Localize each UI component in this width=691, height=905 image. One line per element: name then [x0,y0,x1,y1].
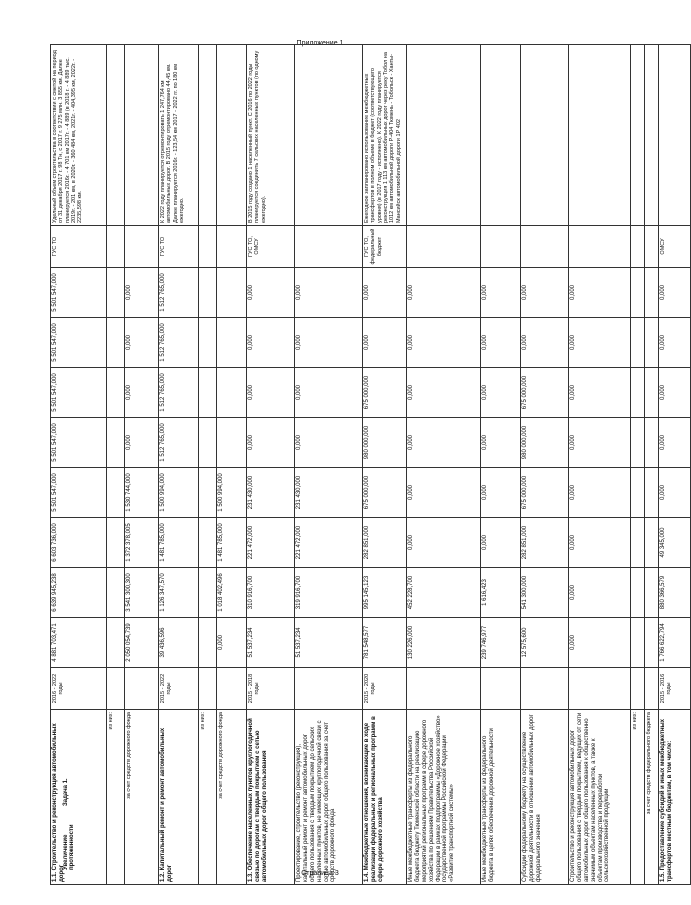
table-row [363,45,407,885]
side-label: Увеличение протяженности [63,824,75,870]
table-row [107,45,125,885]
row-value: 0,000 [569,368,631,418]
row-period [217,668,247,710]
row-value: 5 501 547,000 [51,468,107,518]
row-period: 2015 - 2022 годы [159,668,199,710]
row-value [645,468,659,518]
row-value: 0,000 [481,518,521,568]
row-value: 0,000 [521,318,569,368]
row-value [199,368,217,418]
table-row [521,45,569,885]
row-period: 2015 - 2016 годы [659,668,691,710]
row-value [199,318,217,368]
row-value [631,468,645,518]
row-value [199,418,217,468]
row-executor: ГУС ТО, ОМСУ [247,226,295,268]
table-row [51,45,107,885]
row-value: 0,000 [407,468,481,518]
row-executor [199,226,217,268]
row-value: 51 537,234 [247,618,295,668]
task-label: Задача 1. [63,778,69,806]
row-executor [407,226,481,268]
row-period [107,668,125,710]
row-label: из них: [631,710,645,885]
row-value: 231 430,000 [295,468,363,518]
row-note [645,45,659,226]
row-value [107,518,125,568]
row-value: 3 541 300,300 [125,568,159,618]
row-executor [569,226,631,268]
row-value: 0,000 [481,418,521,468]
row-value: 282 851,000 [363,518,407,568]
row-value: 0,000 [569,418,631,468]
row-value [631,318,645,368]
row-value: 0,000 [247,268,295,318]
row-label: 1.5. Предоставление субсидий и иных межбюджетных трансфертов местным бюджетам, в том числе: [659,710,691,885]
page-footer: Страница 3 [301,870,339,877]
row-executor [217,226,247,268]
row-value [645,568,659,618]
row-label: Проектирование, строительство (реконструкция), капитальный ремонт и ремонт автомобильных дорог общего пользования с твердым покрытием до сельских населенных пунктов, не имеющих круглогодичной связи с сетью автомобильных дорог общего пользования за счет средств дорожного фонда [295,710,363,885]
row-value [631,568,645,618]
row-executor [521,226,569,268]
row-value: 0,000 [659,368,691,418]
row-value: 1 616,423 [481,568,521,618]
row-value: 0,000 [295,368,363,418]
row-value: 980 000,000 [521,418,569,468]
row-value: 0,000 [569,618,631,668]
row-period [521,668,569,710]
row-value [631,268,645,318]
row-value: 995 145,123 [363,568,407,618]
row-value: 0,000 [407,518,481,568]
row-value: 0,000 [295,418,363,468]
row-note: В 2015 году создано 1 населенный пункт. С 2016 по 2022 годы планируется соединить 7 сельских населенных пунктов (по одному ежегодно). [247,45,295,226]
row-value: 0,000 [569,318,631,368]
row-value: 221 472,000 [247,518,295,568]
row-value: 675 000,000 [363,468,407,518]
row-value: 0,000 [569,468,631,518]
row-label: за счет средств дорожного фонда [125,710,159,885]
row-executor [295,226,363,268]
row-value: 1 512 765,000 [159,418,199,468]
row-value: 675 000,000 [363,368,407,418]
row-value: 0,000 [659,268,691,318]
row-value [631,368,645,418]
row-label: за счет средств дорожного фонда [217,710,247,885]
row-value: 0,000 [125,318,159,368]
row-value: 2 050 054,739 [125,618,159,668]
row-value [199,468,217,518]
row-value [645,618,659,668]
row-period [295,668,363,710]
row-value [107,318,125,368]
row-note [295,45,363,226]
row-value: 0,000 [295,268,363,318]
row-value [645,518,659,568]
row-value: 1 512 765,000 [159,368,199,418]
row-value: 0,000 [481,268,521,318]
row-value: 221 472,000 [295,518,363,568]
table-row [569,45,631,885]
row-value: 0,000 [363,318,407,368]
row-period: 2015 - 2018 годы [247,668,295,710]
row-value: 0,000 [569,518,631,568]
row-label: 1.4. Межбюджетные отношения, возникающие в ходе реализации федеральных и региональных программ в сфере дорожного хозяйства [363,710,407,885]
row-period [407,668,481,710]
row-value: 5 501 547,000 [51,268,107,318]
row-note: К 2022 году планируется отремонтировать 1 247,764 км автомобильных дорог. В 2015 году отремонтировано 44,45 км. Далее планируется 2016г. - 123,54 км 2017 - 2022 гг. по 180 км ежегодно. [159,45,199,226]
row-value [645,268,659,318]
row-note [631,45,645,226]
row-label: Субсидии федеральному бюджету на осуществление дорожной деятельности в отношении автомобильных дорог федерального значения [521,710,569,885]
row-value: 0,000 [659,418,691,468]
row-value [645,418,659,468]
row-value: 1 500 994,000 [159,468,199,518]
table-row [631,45,645,885]
row-period [125,668,159,710]
row-value: 0,000 [659,318,691,368]
row-label: Строительство и реконструкция автомобильных дорог общего пользования с твердым покрытием, ведущих от сети автомобильных дорог общего пользования к общественно значимым объектам населенных пунктов, а также к объектам производства и переработки сельскохозяйственной продукции [569,710,631,885]
row-period [481,668,521,710]
row-note: Удельный объем строительства в соответствии с сметой на период от 31 декабря 2017 г. 98 Тн, с 2017 г. 9 275 млн. 3 855 км. Далее планируется 2016г. - 4 701 км 2017г. - 4 889 (в 2018 г. - 4 889 тыс. 2019г. - 201 км, в 2020г. - 360 484 км, 2021г. - 404,395 км, 2022г. - 2235,598 км. [51,45,107,226]
row-executor [125,226,159,268]
row-value: 880 366,579 [659,568,691,618]
row-executor: ГУС ТО [159,226,199,268]
row-value: 0,000 [481,318,521,368]
row-value [107,368,125,418]
row-value: 4 881 703,471 [51,618,107,668]
row-value: 0,000 [569,268,631,318]
row-value: 0,000 [407,268,481,318]
table-row [199,45,217,885]
row-value: 6 603 736,000 [51,518,107,568]
row-period [645,668,659,710]
row-label: за счет средств федерального бюджета [645,710,659,885]
row-value: 1 481 785,000 [159,518,199,568]
row-note [569,45,631,226]
row-value [631,618,645,668]
row-label: Иные межбюджетные трансферты из федерального бюджета бюджету Тюменской области на реализацию мероприятий региональных программ в сфере дорожного хозяйства по решениям Правительства Российской Федерации в рамках подпрограммы «Дорожное хозяйство» государственной программы Российской Федерации «Развитие транспортной системы» [407,710,481,885]
row-value: 0,000 [247,318,295,368]
table-row [645,45,659,885]
row-value: 5 501 547,000 [51,418,107,468]
row-value: 310 916,700 [247,568,295,618]
row-executor [107,226,125,268]
row-value: 675 000,000 [521,468,569,518]
row-value: 0,000 [481,468,521,518]
row-value: 0,000 [125,418,159,468]
row-value: 980 000,000 [363,418,407,468]
row-note [107,45,125,226]
table-row [407,45,481,885]
row-value: 0,000 [217,618,247,668]
row-note [407,45,481,226]
row-value: 1 512 765,000 [159,268,199,318]
row-executor: ГУС ТО [51,226,107,268]
table-row [159,45,199,885]
row-value: 541 300,000 [521,568,569,618]
row-value: 0,000 [659,468,691,518]
row-value: 0,000 [407,318,481,368]
row-value [217,318,247,368]
row-value: 0,000 [125,268,159,318]
row-value: 231 430,000 [247,468,295,518]
row-note [217,45,247,226]
row-note: Ежегодное запланировано использование межбюджетных трансфертов в полном объеме в бюджет (соответствующего уровня) (в 2017 году - исполнено). К 2022 году планируется реконструкция 1 113 км автомобильных дорог через реку Тобол на 1012 км автомобильной дороги Р-404 Тюмень - Тобольск - Ханты-Мансийск автомобильной дороги 1Р 402 [363,45,407,226]
row-executor [631,226,645,268]
row-label: из них: [107,710,125,885]
table-row [125,45,159,885]
row-executor [481,226,521,268]
row-value [199,568,217,618]
table-row [295,45,363,885]
row-value: 6 639 945,238 [51,568,107,618]
row-value [107,418,125,468]
row-value [199,518,217,568]
row-period [199,668,217,710]
row-value: 319 916,700 [295,568,363,618]
row-value [107,468,125,518]
row-value: 49 345,000 [659,518,691,568]
row-value: 1 018 402,496 [217,568,247,618]
row-value: 239 746,977 [481,618,521,668]
row-value [645,318,659,368]
row-value [631,518,645,568]
row-label: из них: [199,710,217,885]
row-value: 1 530 744,000 [125,468,159,518]
row-label: 1.3. Обеспечение населенных пунктов круглогодичной связью по дорогам с твердым покрытием с сетью автомобильных дорог общего пользования [247,710,295,885]
row-value: 1 481 785,000 [217,518,247,568]
row-executor: ГУС ТО, федеральный бюджет [363,226,407,268]
row-note [659,45,691,226]
page-header: Приложение 1 [296,40,344,47]
row-value: 51 537,234 [295,618,363,668]
row-value [631,418,645,468]
row-value: 781 548,577 [363,618,407,668]
row-value: 12 575,600 [521,618,569,668]
row-period [569,668,631,710]
table-row [481,45,521,885]
row-label: Иные межбюджетные трансферты из федерального бюджета в целях обеспечения дорожной деятельности [481,710,521,885]
row-value: 1 512 765,000 [159,318,199,368]
row-value: 0,000 [295,318,363,368]
row-label: 1.2. Капитальный ремонт и ремонт автомобильных дорог [159,710,199,885]
row-period [631,668,645,710]
row-value: 1 372 378,005 [125,518,159,568]
row-period: 2016 - 2022 годы [51,668,107,710]
row-value: 1 126 347,570 [159,568,199,618]
row-note [521,45,569,226]
row-value: 0,000 [407,368,481,418]
row-value: 0,000 [481,368,521,418]
row-value: 1 766 622,794 [659,618,691,668]
row-label: 1.1. Строительство и реконструкция автомобильных дорог [51,710,107,885]
row-value [107,618,125,668]
row-value: 1 500 994,000 [217,468,247,518]
row-value: 0,000 [521,268,569,318]
row-value: 130 226,000 [407,618,481,668]
row-value: 0,000 [407,418,481,468]
row-value [107,268,125,318]
row-value [217,268,247,318]
row-executor [645,226,659,268]
row-value [217,418,247,468]
row-value: 675 000,000 [521,368,569,418]
row-value [217,368,247,418]
row-value: 5 501 547,000 [51,318,107,368]
row-value: 39 436,596 [159,618,199,668]
rotated-table-wrapper [50,45,673,885]
row-value: 0,000 [569,568,631,618]
row-value: 0,000 [363,268,407,318]
row-value: 452 228,700 [407,568,481,618]
row-value: 0,000 [247,368,295,418]
table-row [217,45,247,885]
row-value: 5 501 547,000 [51,368,107,418]
row-value: 0,000 [125,368,159,418]
row-value: 282 851,000 [521,518,569,568]
row-executor: ОМСУ [659,226,691,268]
row-value [199,268,217,318]
row-note [199,45,217,226]
table-row [659,45,691,885]
row-value [107,568,125,618]
row-value [199,618,217,668]
row-value [645,368,659,418]
row-period: 2015 - 2020 годы [363,668,407,710]
row-note [481,45,521,226]
budget-table [50,44,691,885]
row-note [125,45,159,226]
table-row [247,45,295,885]
row-value: 0,000 [247,418,295,468]
